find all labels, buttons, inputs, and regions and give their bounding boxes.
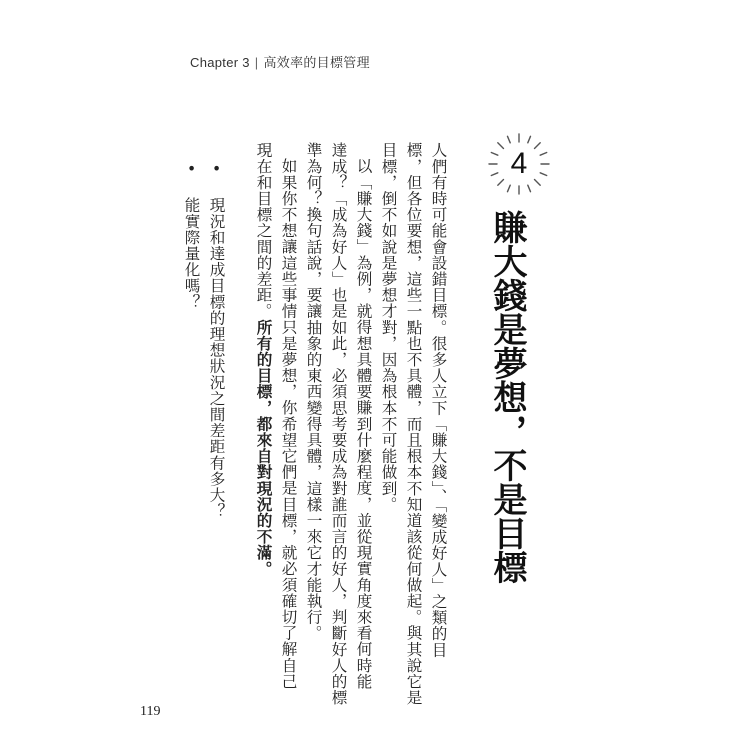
body-column-1: 人們有時可能會設錯目標。很多人立下「賺大錢」、「變成好人」之類的目: [429, 142, 448, 658]
body-column-5: 達成？「成為好人」也是如此，必須思考要成為對誰而言的好人，判斷好人的標: [329, 142, 348, 706]
body-column-2: 標，但各位要想，這些一點也不具體，而且根本不知道該從何做起。與其說它是: [404, 142, 423, 706]
bullet-item-1: • 現況和達成目標的理想狀況之間差距有多大？: [207, 160, 226, 519]
section-number: 4: [510, 147, 528, 180]
section-title: 賺大錢是夢想，不是目標: [487, 210, 527, 584]
body-column-7: 如果你不想讓這些事情只是夢想，你希望它們是目標，就必須確切了解自己: [279, 158, 298, 690]
body-column-3: 目標，倒不如說是夢想才對，因為根本不可能做到。: [379, 142, 398, 513]
header-separator: |: [254, 55, 259, 70]
body-column-4: 以「賺大錢」為例，就得想具體要賺到什麼程度，並從現實角度來看何時能: [354, 158, 373, 690]
header-chapter: Chapter 3: [190, 55, 250, 70]
running-header: [190, 52, 370, 71]
body-column-8-text: 現在和目標之間的差距。: [254, 142, 273, 320]
body-column-6: 準為何？換句話說，要讓抽象的東西變得具體，這樣一來它才能執行。: [304, 142, 323, 642]
bullet-item-2: • 能實際量化嗎？: [182, 160, 201, 310]
page-number: 119: [140, 704, 161, 719]
header-title: 高效率的目標管理: [263, 55, 370, 70]
body-column-8-bold: 所有的目標，都來自對現況的不滿。: [254, 319, 273, 577]
body-column-8: [255, 142, 271, 577]
